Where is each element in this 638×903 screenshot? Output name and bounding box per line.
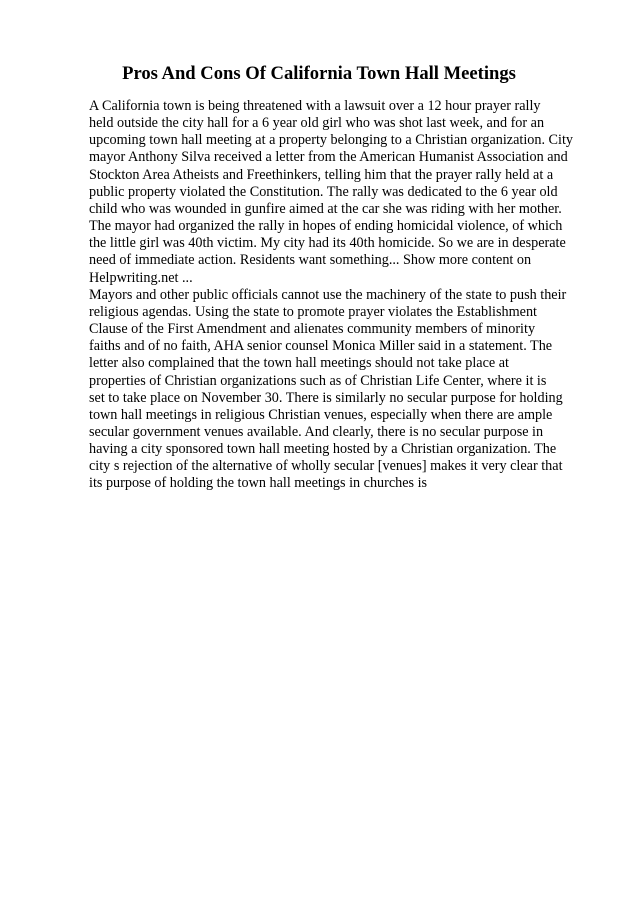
document-body [89,98,573,493]
body-line: A California town is being threatened with a lawsuit over a 12 hour prayer rally [89,98,541,114]
body-line: Helpwriting.net ... [89,269,193,286]
body-line: held outside the city hall for a 6 year old girl who was shot last week, and for an [89,115,545,132]
document-title: Pros And Cons Of California Town Hall Meetings [122,63,516,84]
body-line: mayor Anthony Silva received a letter from the American Humanist Association and [89,149,568,166]
body-line: upcoming town hall meeting at a property belonging to a Christian organization. City [89,132,573,149]
body-line: town hall meetings in religious Christian venues, especially when there are ample [89,406,553,423]
body-line: need of immediate action. Residents want something... Show more content on [89,252,532,269]
body-line: set to take place on November 30. There is similarly no secular purpose for holding [89,389,563,406]
body-line: the little girl was 40th victim. My city had its 40th homicide. So we are in desperate [89,235,566,252]
body-line: properties of Christian organizations such as of Christian Life Center, where it is [89,372,547,389]
body-line: Clause of the First Amendment and alienates community members of minority [89,321,536,338]
body-line: having a city sponsored town hall meeting hosted by a Christian organization. The [89,441,557,458]
body-line: The mayor had organized the rally in hopes of ending homicidal violence, of which [89,218,563,235]
body-line: Mayors and other public officials cannot use the machinery of the state to push their [89,286,567,303]
body-line: child who was wounded in gunfire aimed at the car she was riding with her mother. [89,200,562,217]
body-line: public property violated the Constitution. The rally was dedicated to the 6 year old [89,183,558,200]
body-line: letter also complained that the town hall meetings should not take place at [89,355,509,372]
body-line: religious agendas. Using the state to promote prayer violates the Establishment [89,303,537,320]
body-line: its purpose of holding the town hall meetings in churches is [89,475,428,492]
body-line: Stockton Area Atheists and Freethinkers, telling him that the prayer rally held at a [89,166,554,183]
body-line: secular government venues available. And clearly, there is no secular purpose in [89,423,544,440]
body-line: city s rejection of the alternative of wholly secular [venues] makes it very clear that [89,458,563,475]
body-line: faiths and of no faith, AHA senior counsel Monica Miller said in a statement. The [89,338,553,355]
